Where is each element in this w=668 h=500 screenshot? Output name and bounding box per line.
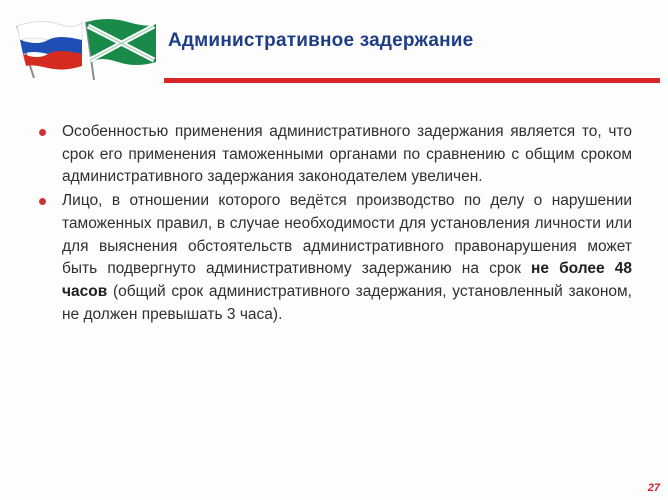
list-item-text-part: (общий срок административного задержания, установленный законом, не должен превышать 3 часа). (62, 282, 632, 323)
customs-flag-icon (86, 19, 156, 80)
page-number: 27 (647, 482, 660, 494)
list-item (36, 190, 632, 326)
list-item-text-part: Лицо, в отношении которого ведётся производство по делу о нарушении таможенных правил, в случае необходимости для установления личности или для выяснения обстоятельств административного правонарушения может быть подвергнуто административному задержанию на срок (62, 192, 632, 278)
content-list (36, 121, 632, 327)
list-item-text: Особенностью применения административного задержания является то, что срок его применения таможенными органами по сравнению с общим сроком административного задержания законодателем увеличен. (62, 123, 632, 186)
page-title: Административное задержание (168, 30, 474, 51)
title-divider (164, 78, 660, 83)
bullet-icon (39, 129, 46, 136)
list-item (36, 121, 632, 189)
list-item-emphasis: не более 48 часов (62, 260, 632, 300)
flags-group (10, 16, 160, 80)
bullet-icon (39, 198, 46, 205)
russian-flag-icon (17, 21, 82, 78)
